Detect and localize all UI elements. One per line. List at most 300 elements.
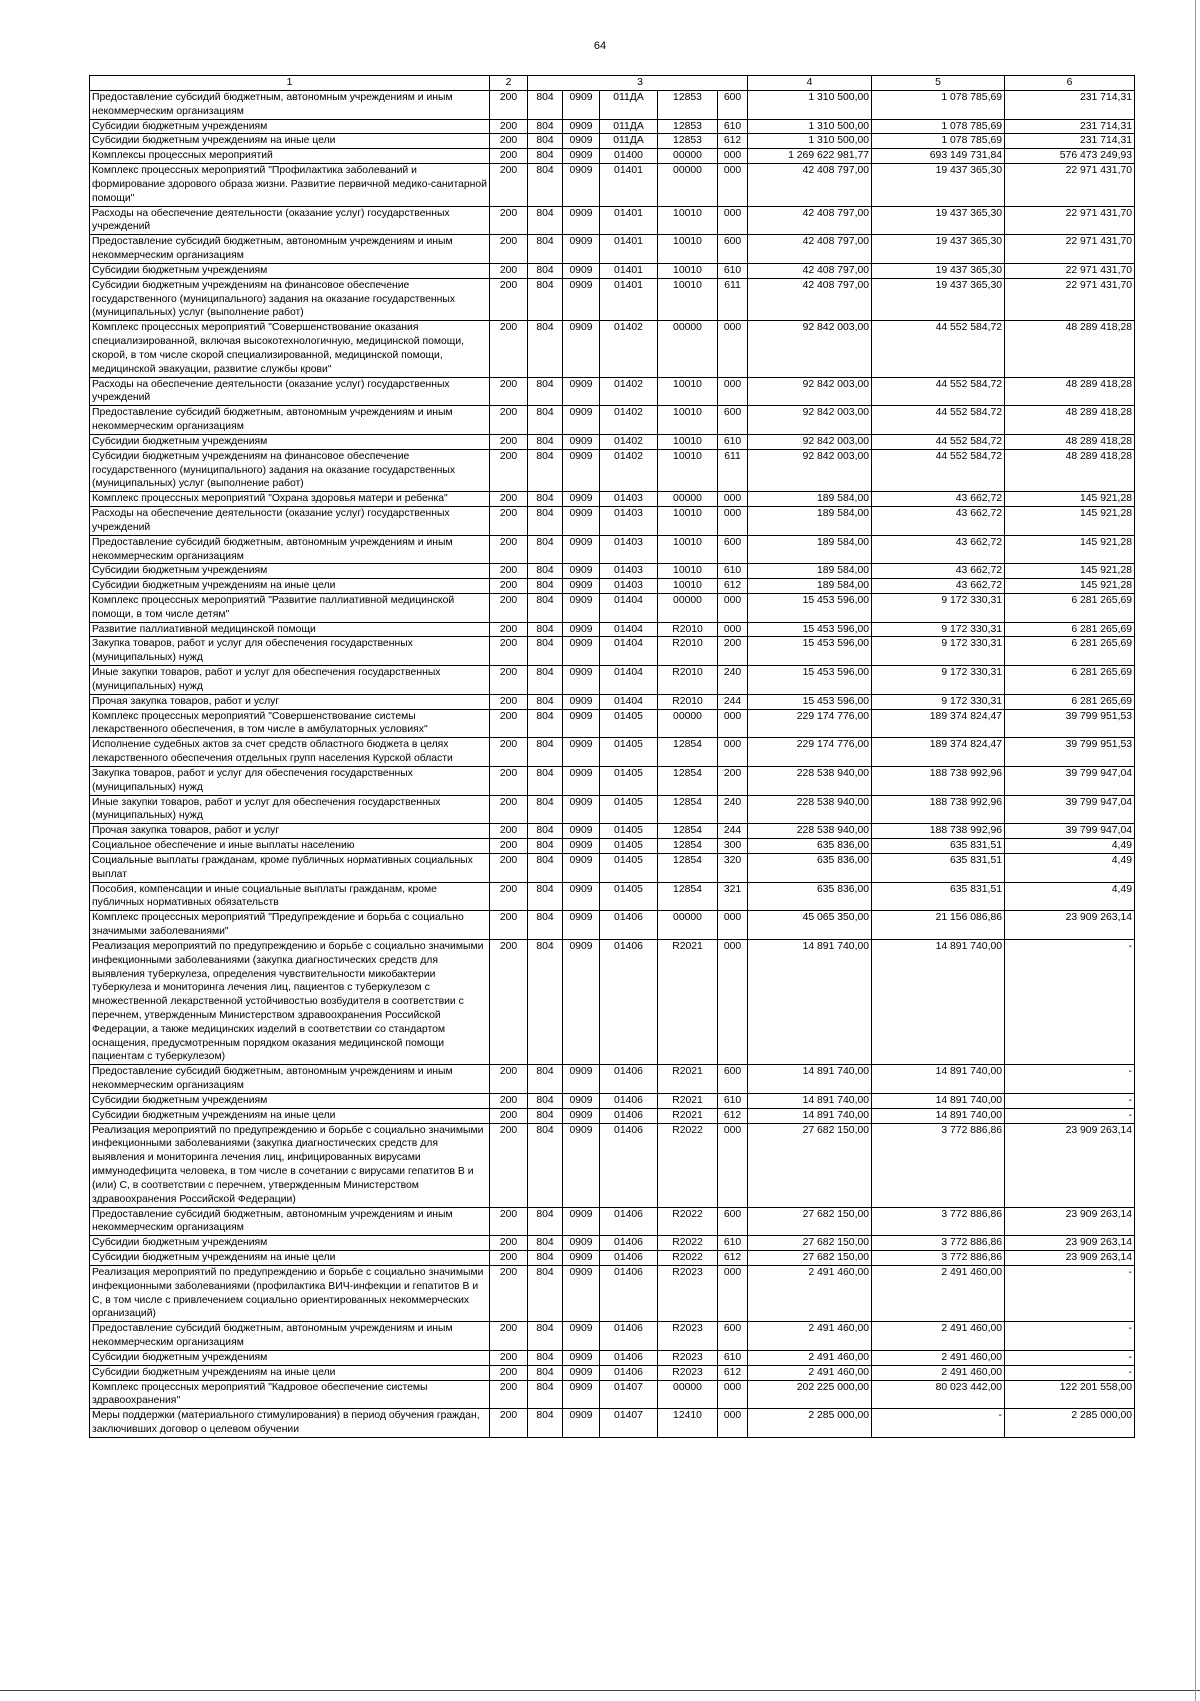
row-name: Закупка товаров, работ и услуг для обеспечения государственных (муниципальных) нужд (90, 766, 490, 795)
row-subsection-code: 0909 (563, 1093, 600, 1108)
table-row (90, 164, 1135, 206)
table-row (90, 666, 1135, 695)
row-unexecuted-amount: 4,49 (1005, 839, 1135, 854)
row-program-code: 011ДА (600, 91, 658, 120)
row-expense-type: 200 (718, 637, 748, 666)
row-program-code: 01406 (600, 1207, 658, 1236)
table-row (90, 406, 1135, 435)
row-name: Расходы на обеспечение деятельности (оказание услуг) государственных учреждений (90, 206, 490, 235)
table-row (90, 766, 1135, 795)
row-executed-amount: 14 891 740,00 (872, 939, 1005, 1064)
row-expense-type: 000 (718, 709, 748, 738)
row-section-code: 804 (528, 1380, 563, 1409)
row-direction-code: 12854 (658, 839, 718, 854)
row-approved-amount: 92 842 003,00 (748, 434, 872, 449)
row-direction-code: 10010 (658, 235, 718, 264)
row-admin-code: 200 (490, 406, 528, 435)
scan-right-edge (1195, 0, 1200, 1701)
row-subsection-code: 0909 (563, 1123, 600, 1207)
table-row (90, 1093, 1135, 1108)
row-program-code: 01405 (600, 738, 658, 767)
row-approved-amount: 2 491 460,00 (748, 1350, 872, 1365)
row-subsection-code: 0909 (563, 824, 600, 839)
row-direction-code: 10010 (658, 564, 718, 579)
row-subsection-code: 0909 (563, 939, 600, 1064)
row-unexecuted-amount: - (1005, 1065, 1135, 1094)
row-approved-amount: 42 408 797,00 (748, 263, 872, 278)
row-direction-code: R2022 (658, 1251, 718, 1266)
table-row (90, 119, 1135, 134)
row-admin-code: 200 (490, 206, 528, 235)
table-row (90, 1265, 1135, 1321)
row-name: Субсидии бюджетным учреждениям на финансовое обеспечение государственного (муниципального) задания на оказание государственных (муниципальных) услуг (выполнение работ) (90, 278, 490, 320)
row-direction-code: 12853 (658, 91, 718, 120)
row-expense-type: 000 (718, 1265, 748, 1321)
row-program-code: 01402 (600, 449, 658, 491)
row-executed-amount: - (872, 1409, 1005, 1438)
row-name: Комплекс процессных мероприятий "Кадровое обеспечение системы здравоохранения" (90, 1380, 490, 1409)
table-row (90, 91, 1135, 120)
table-row (90, 564, 1135, 579)
row-unexecuted-amount: 23 909 263,14 (1005, 1251, 1135, 1266)
row-unexecuted-amount: 145 921,28 (1005, 492, 1135, 507)
row-direction-code: R2023 (658, 1322, 718, 1351)
row-expense-type: 611 (718, 278, 748, 320)
row-expense-type: 320 (718, 853, 748, 882)
row-executed-amount: 9 172 330,31 (872, 637, 1005, 666)
row-admin-code: 200 (490, 1065, 528, 1094)
row-executed-amount: 2 491 460,00 (872, 1265, 1005, 1321)
row-direction-code: R2022 (658, 1207, 718, 1236)
header-col-6: 6 (1005, 76, 1135, 91)
row-subsection-code: 0909 (563, 911, 600, 940)
row-approved-amount: 15 453 596,00 (748, 637, 872, 666)
row-program-code: 01405 (600, 882, 658, 911)
row-subsection-code: 0909 (563, 564, 600, 579)
row-admin-code: 200 (490, 119, 528, 134)
row-section-code: 804 (528, 1207, 563, 1236)
row-subsection-code: 0909 (563, 637, 600, 666)
row-name: Субсидии бюджетным учреждениям (90, 1350, 490, 1365)
row-executed-amount: 43 662,72 (872, 492, 1005, 507)
row-admin-code: 200 (490, 1207, 528, 1236)
header-col-4: 4 (748, 76, 872, 91)
row-program-code: 01405 (600, 795, 658, 824)
row-approved-amount: 14 891 740,00 (748, 1093, 872, 1108)
row-program-code: 01401 (600, 164, 658, 206)
row-expense-type: 000 (718, 206, 748, 235)
row-admin-code: 200 (490, 1350, 528, 1365)
row-expense-type: 000 (718, 164, 748, 206)
row-admin-code: 200 (490, 1251, 528, 1266)
row-section-code: 804 (528, 939, 563, 1064)
row-unexecuted-amount: 22 971 431,70 (1005, 263, 1135, 278)
row-subsection-code: 0909 (563, 694, 600, 709)
row-executed-amount: 9 172 330,31 (872, 593, 1005, 622)
row-name: Субсидии бюджетным учреждениям на иные цели (90, 1365, 490, 1380)
row-approved-amount: 92 842 003,00 (748, 406, 872, 435)
row-approved-amount: 189 584,00 (748, 564, 872, 579)
row-name: Иные закупки товаров, работ и услуг для обеспечения государственных (муниципальных) нужд (90, 795, 490, 824)
row-admin-code: 200 (490, 1108, 528, 1123)
row-unexecuted-amount: - (1005, 1093, 1135, 1108)
row-executed-amount: 44 552 584,72 (872, 377, 1005, 406)
row-admin-code: 200 (490, 1265, 528, 1321)
row-subsection-code: 0909 (563, 853, 600, 882)
row-admin-code: 200 (490, 939, 528, 1064)
row-executed-amount: 14 891 740,00 (872, 1093, 1005, 1108)
row-name: Комплексы процессных мероприятий (90, 149, 490, 164)
row-admin-code: 200 (490, 321, 528, 377)
row-program-code: 01406 (600, 911, 658, 940)
row-unexecuted-amount: 6 281 265,69 (1005, 694, 1135, 709)
row-approved-amount: 45 065 350,00 (748, 911, 872, 940)
row-approved-amount: 2 491 460,00 (748, 1365, 872, 1380)
row-subsection-code: 0909 (563, 235, 600, 264)
row-subsection-code: 0909 (563, 622, 600, 637)
table-row (90, 593, 1135, 622)
row-program-code: 01406 (600, 1123, 658, 1207)
row-expense-type: 244 (718, 824, 748, 839)
row-admin-code: 200 (490, 91, 528, 120)
row-direction-code: 10010 (658, 406, 718, 435)
table-row (90, 1365, 1135, 1380)
row-name: Прочая закупка товаров, работ и услуг (90, 824, 490, 839)
table-row (90, 1380, 1135, 1409)
row-program-code: 01401 (600, 263, 658, 278)
row-executed-amount: 1 078 785,69 (872, 134, 1005, 149)
table-row (90, 134, 1135, 149)
row-unexecuted-amount: 4,49 (1005, 882, 1135, 911)
row-name: Меры поддержки (материального стимулирования) в период обучения граждан, заключивших договор о целевом обучении (90, 1409, 490, 1438)
row-approved-amount: 189 584,00 (748, 507, 872, 536)
table-row (90, 263, 1135, 278)
row-admin-code: 200 (490, 911, 528, 940)
row-expense-type: 610 (718, 263, 748, 278)
row-admin-code: 200 (490, 235, 528, 264)
row-section-code: 804 (528, 278, 563, 320)
table-row (90, 449, 1135, 491)
row-subsection-code: 0909 (563, 882, 600, 911)
row-unexecuted-amount: 6 281 265,69 (1005, 593, 1135, 622)
row-expense-type: 610 (718, 434, 748, 449)
row-approved-amount: 14 891 740,00 (748, 1065, 872, 1094)
row-section-code: 804 (528, 1108, 563, 1123)
row-name: Субсидии бюджетным учреждениям на иные цели (90, 1108, 490, 1123)
row-expense-type: 612 (718, 1251, 748, 1266)
row-name: Комплекс процессных мероприятий "Предупреждение и борьба с социально значимыми заболеваниями" (90, 911, 490, 940)
row-unexecuted-amount: 231 714,31 (1005, 91, 1135, 120)
row-unexecuted-amount: 48 289 418,28 (1005, 406, 1135, 435)
row-expense-type: 200 (718, 766, 748, 795)
row-subsection-code: 0909 (563, 766, 600, 795)
row-subsection-code: 0909 (563, 263, 600, 278)
row-direction-code: R2023 (658, 1350, 718, 1365)
row-section-code: 804 (528, 766, 563, 795)
row-direction-code: R2021 (658, 1065, 718, 1094)
row-section-code: 804 (528, 738, 563, 767)
row-executed-amount: 19 437 365,30 (872, 278, 1005, 320)
row-unexecuted-amount: 6 281 265,69 (1005, 666, 1135, 695)
table-row (90, 622, 1135, 637)
budget-table (89, 75, 1135, 1438)
row-executed-amount: 635 831,51 (872, 853, 1005, 882)
table-row (90, 1236, 1135, 1251)
row-admin-code: 200 (490, 434, 528, 449)
row-section-code: 804 (528, 637, 563, 666)
row-approved-amount: 2 491 460,00 (748, 1265, 872, 1321)
row-expense-type: 612 (718, 1365, 748, 1380)
row-executed-amount: 188 738 992,96 (872, 824, 1005, 839)
row-admin-code: 200 (490, 1409, 528, 1438)
row-executed-amount: 2 491 460,00 (872, 1350, 1005, 1365)
row-admin-code: 200 (490, 738, 528, 767)
row-approved-amount: 635 836,00 (748, 839, 872, 854)
row-unexecuted-amount: 2 285 000,00 (1005, 1409, 1135, 1438)
row-program-code: 01406 (600, 1265, 658, 1321)
row-admin-code: 200 (490, 839, 528, 854)
row-unexecuted-amount: 39 799 947,04 (1005, 795, 1135, 824)
row-executed-amount: 43 662,72 (872, 507, 1005, 536)
row-expense-type: 600 (718, 406, 748, 435)
row-approved-amount: 92 842 003,00 (748, 321, 872, 377)
row-program-code: 01406 (600, 1365, 658, 1380)
row-unexecuted-amount: - (1005, 1365, 1135, 1380)
row-admin-code: 200 (490, 449, 528, 491)
row-admin-code: 200 (490, 492, 528, 507)
row-program-code: 01401 (600, 278, 658, 320)
row-section-code: 804 (528, 434, 563, 449)
row-subsection-code: 0909 (563, 666, 600, 695)
row-admin-code: 200 (490, 1236, 528, 1251)
row-direction-code: R2010 (658, 637, 718, 666)
row-program-code: 011ДА (600, 119, 658, 134)
row-name: Субсидии бюджетным учреждениям на финансовое обеспечение государственного (муниципального) задания на оказание государственных (муниципальных) услуг (выполнение работ) (90, 449, 490, 491)
row-name: Субсидии бюджетным учреждениям на иные цели (90, 579, 490, 594)
row-name: Прочая закупка товаров, работ и услуг (90, 694, 490, 709)
row-name: Комплекс процессных мероприятий "Совершенствование системы лекарственного обеспечения, в том числе в амбулаторных условиях" (90, 709, 490, 738)
row-subsection-code: 0909 (563, 579, 600, 594)
row-expense-type: 600 (718, 1065, 748, 1094)
row-approved-amount: 635 836,00 (748, 853, 872, 882)
row-approved-amount: 2 285 000,00 (748, 1409, 872, 1438)
row-program-code: 01406 (600, 1322, 658, 1351)
row-approved-amount: 42 408 797,00 (748, 206, 872, 235)
row-section-code: 804 (528, 1409, 563, 1438)
row-approved-amount: 228 538 940,00 (748, 766, 872, 795)
row-expense-type: 000 (718, 939, 748, 1064)
row-expense-type: 610 (718, 1093, 748, 1108)
row-name: Комплекс процессных мероприятий "Профилактика заболеваний и формирование здорового образа жизни. Развитие первичной медико-санитарной помощи" (90, 164, 490, 206)
row-admin-code: 200 (490, 694, 528, 709)
row-executed-amount: 188 738 992,96 (872, 766, 1005, 795)
row-program-code: 01405 (600, 824, 658, 839)
row-direction-code: R2010 (658, 622, 718, 637)
table-row (90, 1123, 1135, 1207)
row-subsection-code: 0909 (563, 206, 600, 235)
row-direction-code: 10010 (658, 278, 718, 320)
row-name: Предоставление субсидий бюджетным, автономным учреждениям и иным некоммерческим организациям (90, 235, 490, 264)
table-row (90, 434, 1135, 449)
row-section-code: 804 (528, 206, 563, 235)
row-unexecuted-amount: 6 281 265,69 (1005, 637, 1135, 666)
row-subsection-code: 0909 (563, 164, 600, 206)
table-row (90, 579, 1135, 594)
row-unexecuted-amount: 145 921,28 (1005, 564, 1135, 579)
row-name: Субсидии бюджетным учреждениям на иные цели (90, 134, 490, 149)
row-section-code: 804 (528, 1236, 563, 1251)
row-program-code: 01406 (600, 1065, 658, 1094)
row-section-code: 804 (528, 406, 563, 435)
row-admin-code: 200 (490, 637, 528, 666)
row-approved-amount: 1 310 500,00 (748, 91, 872, 120)
row-unexecuted-amount: 22 971 431,70 (1005, 235, 1135, 264)
row-approved-amount: 92 842 003,00 (748, 449, 872, 491)
row-unexecuted-amount: - (1005, 939, 1135, 1064)
row-expense-type: 610 (718, 1350, 748, 1365)
row-admin-code: 200 (490, 1380, 528, 1409)
table-row (90, 492, 1135, 507)
row-name: Предоставление субсидий бюджетным, автономным учреждениям и иным некоммерческим организациям (90, 1322, 490, 1351)
row-program-code: 01404 (600, 637, 658, 666)
row-approved-amount: 27 682 150,00 (748, 1123, 872, 1207)
row-section-code: 804 (528, 1093, 563, 1108)
header-col-5: 5 (872, 76, 1005, 91)
row-admin-code: 200 (490, 263, 528, 278)
row-section-code: 804 (528, 882, 563, 911)
row-subsection-code: 0909 (563, 1108, 600, 1123)
row-section-code: 804 (528, 377, 563, 406)
table-row (90, 149, 1135, 164)
row-admin-code: 200 (490, 134, 528, 149)
row-name: Субсидии бюджетным учреждениям (90, 1093, 490, 1108)
row-executed-amount: 3 772 886,86 (872, 1123, 1005, 1207)
row-program-code: 01405 (600, 766, 658, 795)
row-admin-code: 200 (490, 622, 528, 637)
row-approved-amount: 189 584,00 (748, 579, 872, 594)
row-expense-type: 000 (718, 622, 748, 637)
row-subsection-code: 0909 (563, 321, 600, 377)
header-spacer (528, 76, 563, 91)
row-section-code: 804 (528, 321, 563, 377)
row-expense-type: 244 (718, 694, 748, 709)
row-name: Предоставление субсидий бюджетным, автономным учреждениям и иным некоммерческим организациям (90, 1065, 490, 1094)
row-section-code: 804 (528, 1322, 563, 1351)
row-approved-amount: 15 453 596,00 (748, 622, 872, 637)
row-subsection-code: 0909 (563, 449, 600, 491)
row-name: Социальные выплаты гражданам, кроме публичных нормативных социальных выплат (90, 853, 490, 882)
row-section-code: 804 (528, 535, 563, 564)
table-row (90, 709, 1135, 738)
row-name: Комплекс процессных мероприятий "Развитие паллиативной медицинской помощи, в том числе детям" (90, 593, 490, 622)
row-unexecuted-amount: 122 201 558,00 (1005, 1380, 1135, 1409)
row-direction-code: R2010 (658, 666, 718, 695)
header-col-1: 1 (90, 76, 490, 91)
row-unexecuted-amount: 6 281 265,69 (1005, 622, 1135, 637)
row-subsection-code: 0909 (563, 406, 600, 435)
row-approved-amount: 15 453 596,00 (748, 593, 872, 622)
row-name: Реализация мероприятий по предупреждению и борьбе с социально значимыми инфекционными заболеваниями (закупка диагностических средств для выявления туберкулеза, определения чувствительности микобактерии туберкулеза и мониторинга лечения лиц, пациентов с туберкулезом с множественной лекарственной устойчивостью возбудителя в соответствии с перечнем, утвержденным Министерством здравоохранения Российской Федерации, а также медицинских изделий в соответствии со стандартом оснащения, предусмотренным порядком оказания медицинской помощи пациентам с туберкулезом) (90, 939, 490, 1064)
row-unexecuted-amount: 145 921,28 (1005, 507, 1135, 536)
row-expense-type: 000 (718, 377, 748, 406)
row-direction-code: 00000 (658, 149, 718, 164)
row-subsection-code: 0909 (563, 709, 600, 738)
row-unexecuted-amount: 145 921,28 (1005, 579, 1135, 594)
row-approved-amount: 27 682 150,00 (748, 1207, 872, 1236)
row-executed-amount: 14 891 740,00 (872, 1108, 1005, 1123)
table-row (90, 839, 1135, 854)
row-direction-code: 12854 (658, 853, 718, 882)
row-expense-type: 000 (718, 738, 748, 767)
row-subsection-code: 0909 (563, 1065, 600, 1094)
row-unexecuted-amount: - (1005, 1350, 1135, 1365)
row-name: Субсидии бюджетным учреждениям на иные цели (90, 1251, 490, 1266)
row-admin-code: 200 (490, 564, 528, 579)
row-executed-amount: 9 172 330,31 (872, 666, 1005, 695)
row-section-code: 804 (528, 1265, 563, 1321)
row-program-code: 01405 (600, 839, 658, 854)
row-expense-type: 600 (718, 91, 748, 120)
row-executed-amount: 3 772 886,86 (872, 1236, 1005, 1251)
row-executed-amount: 1 078 785,69 (872, 119, 1005, 134)
row-expense-type: 000 (718, 593, 748, 622)
row-direction-code: 12854 (658, 795, 718, 824)
row-expense-type: 300 (718, 839, 748, 854)
row-unexecuted-amount: 22 971 431,70 (1005, 278, 1135, 320)
row-name: Субсидии бюджетным учреждениям (90, 434, 490, 449)
row-name: Иные закупки товаров, работ и услуг для обеспечения государственных (муниципальных) нужд (90, 666, 490, 695)
row-name: Субсидии бюджетным учреждениям (90, 263, 490, 278)
row-name: Реализация мероприятий по предупреждению и борьбе с социально значимыми инфекционными заболеваниями (закупка диагностических средств для выявления и мониторинга лечения лиц, инфицированных вирусами иммунодефицита человека, в том числе в сочетании с вирусами гепатитов В и (или) С, в соответствии с перечнем, утвержденным Министерством здравоохранения Российской Федерации) (90, 1123, 490, 1207)
row-direction-code: 00000 (658, 321, 718, 377)
row-section-code: 804 (528, 1123, 563, 1207)
row-admin-code: 200 (490, 507, 528, 536)
row-direction-code: 12410 (658, 1409, 718, 1438)
row-name: Предоставление субсидий бюджетным, автономным учреждениям и иным некоммерческим организациям (90, 535, 490, 564)
row-expense-type: 000 (718, 911, 748, 940)
row-subsection-code: 0909 (563, 134, 600, 149)
row-admin-code: 200 (490, 666, 528, 695)
row-direction-code: 12854 (658, 738, 718, 767)
row-program-code: 011ДА (600, 134, 658, 149)
row-name: Реализация мероприятий по предупреждению и борьбе с социально значимыми инфекционными заболеваниями (профилактика ВИЧ-инфекции и гепатитов В и С, в том числе с привлечением социально ориентированных некоммерческих организаций) (90, 1265, 490, 1321)
row-section-code: 804 (528, 134, 563, 149)
row-admin-code: 200 (490, 278, 528, 320)
row-admin-code: 200 (490, 593, 528, 622)
row-unexecuted-amount: 39 799 951,53 (1005, 709, 1135, 738)
row-name: Предоставление субсидий бюджетным, автономным учреждениям и иным некоммерческим организациям (90, 91, 490, 120)
row-section-code: 804 (528, 1350, 563, 1365)
table-row (90, 235, 1135, 264)
row-executed-amount: 43 662,72 (872, 564, 1005, 579)
row-name: Комплекс процессных мероприятий "Совершенствование оказания специализированной, включая высокотехнологичную, медицинской помощи, скорой, в том числе скорой специализированной, медицинской помощи, медицинской эвакуации, развитие службы крови" (90, 321, 490, 377)
row-direction-code: 10010 (658, 434, 718, 449)
row-section-code: 804 (528, 795, 563, 824)
row-section-code: 804 (528, 839, 563, 854)
row-section-code: 804 (528, 1251, 563, 1266)
row-admin-code: 200 (490, 149, 528, 164)
row-unexecuted-amount: - (1005, 1322, 1135, 1351)
row-program-code: 01406 (600, 939, 658, 1064)
row-program-code: 01406 (600, 1251, 658, 1266)
header-col-3: 3 (563, 76, 718, 91)
row-approved-amount: 42 408 797,00 (748, 164, 872, 206)
row-program-code: 01402 (600, 434, 658, 449)
row-approved-amount: 189 584,00 (748, 492, 872, 507)
table-row (90, 206, 1135, 235)
row-section-code: 804 (528, 564, 563, 579)
row-subsection-code: 0909 (563, 91, 600, 120)
